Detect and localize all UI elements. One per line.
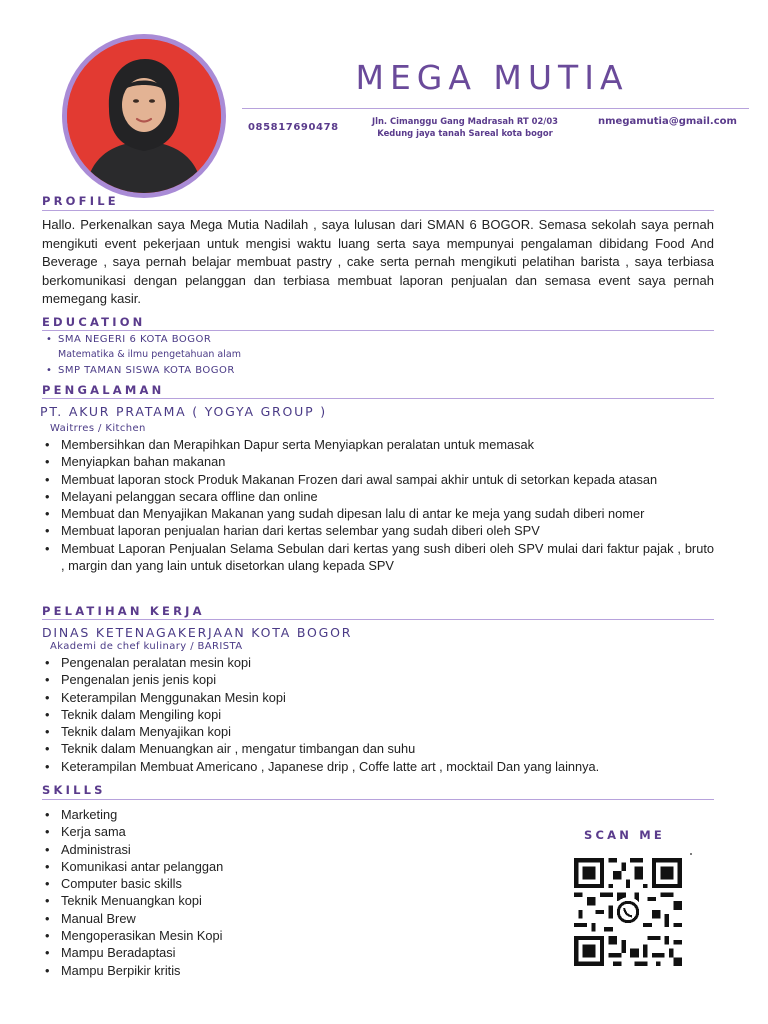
school-major: Matematika & ilmu pengetahuan alam [58, 349, 241, 360]
school-name: SMA NEGERI 6 KOTA BOGOR [58, 334, 212, 345]
training-item [42, 723, 714, 740]
skill-text: Komunikasi antar pelanggan [61, 858, 224, 874]
profile-photo-frame [62, 34, 226, 198]
skill-text: Mampu Beradaptasi [61, 945, 176, 961]
bullet-icon: • [45, 858, 50, 874]
training-text: Pengenalan jenis jenis kopi [61, 672, 217, 688]
bullet-icon: • [45, 758, 50, 774]
education-list [46, 332, 211, 348]
training-text: Keterampilan Membuat Americano , Japanese drip , Coffe latte art , mocktail Dan yang lainnya. [61, 758, 600, 774]
bullet-icon: • [45, 655, 50, 670]
address-line-1: Jln. Cimanggu Gang Madrasah RT 02/03 [371, 116, 559, 126]
duty-item [42, 453, 714, 470]
skills-divider [42, 799, 714, 800]
skill-item [42, 910, 342, 927]
address [354, 115, 576, 139]
skill-item [42, 841, 342, 858]
whatsapp-qr-code[interactable] [572, 858, 684, 966]
training-program: Akademi de chef kulinary / BARISTA [50, 641, 243, 652]
bullet-icon: • [45, 741, 50, 757]
header-divider [242, 108, 749, 109]
training-text: Teknik dalam Menyajikan kopi [61, 724, 231, 740]
profile-divider [42, 210, 714, 211]
skill-text: Mampu Berpikir kritis [61, 962, 181, 978]
duty-text: Melayani pelanggan secara offline dan online [61, 488, 318, 504]
duties-list [42, 436, 714, 574]
skill-item [42, 806, 342, 823]
bullet-icon: • [45, 437, 50, 452]
bullet-icon: • [45, 841, 50, 857]
duty-item [42, 488, 714, 505]
training-heading: PELATIHAN KERJA [42, 604, 205, 618]
bullet-icon: • [45, 540, 50, 556]
training-organizer: DINAS KETENAGAKERJAAN KOTA BOGOR [42, 625, 353, 640]
experience-divider [42, 398, 714, 399]
bullet-icon: • [45, 807, 50, 822]
bullet-icon: • [45, 488, 50, 504]
scan-me-label: SCAN ME [584, 828, 665, 842]
skill-text: Manual Brew [61, 910, 136, 926]
bullet-icon: • [45, 471, 50, 487]
training-text: Keterampilan Menggunakan Mesin kopi [61, 689, 286, 705]
bullet-icon: • [45, 454, 50, 470]
duty-text: Membuat laporan stock Produk Makanan Frozen dari awal sampai akhir untuk di setorkan kepada atasan [61, 471, 658, 487]
profile-photo-image [67, 39, 221, 193]
training-text: Teknik dalam Mengiling kopi [61, 706, 222, 722]
profile-heading: PROFILE [42, 194, 119, 208]
duty-text: Membersihkan dan Merapihkan Dapur serta Menyiapkan peralatan untuk memasak [61, 437, 535, 452]
training-item [42, 689, 714, 706]
bullet-icon: • [45, 962, 50, 978]
skill-text: Teknik Menuangkan kopi [61, 893, 202, 909]
duty-item [42, 505, 714, 522]
training-text: Teknik dalam Menuangkan air , mengatur timbangan dan suhu [61, 741, 416, 757]
training-item [42, 654, 714, 671]
school-name: SMP TAMAN SISWA KOTA BOGOR [58, 365, 235, 376]
skill-item [42, 962, 342, 979]
duty-text: Membuat laporan penjualan harian dari kertas selembar yang sudah diberi oleh SPV [61, 523, 540, 539]
education-item [46, 363, 235, 379]
duty-text: Membuat Laporan Penjualan Selama Sebulan dari kertas yang sush diberi oleh SPV mulai dari faktur pajak , bruto , margin dan yang lain untuk disetorkan ulang kepada SPV [61, 540, 714, 574]
bullet-icon: • [45, 724, 50, 740]
skill-item [42, 944, 342, 961]
skill-text: Administrasi [61, 841, 131, 857]
education-divider [42, 330, 714, 331]
education-list-2 [46, 363, 235, 379]
duty-text: Menyiapkan bahan makanan [61, 454, 226, 470]
skill-item [42, 927, 342, 944]
qr-code-icon [572, 858, 684, 966]
company-name: PT. AKUR PRATAMA ( YOGYA GROUP ) [40, 404, 327, 419]
decorative-dot [690, 853, 692, 855]
bullet-icon: • [45, 893, 50, 909]
skill-item [42, 858, 342, 875]
bullet-icon: • [45, 945, 50, 961]
training-item [42, 758, 714, 775]
address-line-2: Kedung jaya tanah Sareal kota bogor [377, 128, 553, 138]
training-text: Pengenalan peralatan mesin kopi [61, 655, 251, 670]
duty-text: Membuat dan Menyajikan Makanan yang sudah dipesan lalu di antar ke meja yang sudah diberi nomer [61, 506, 645, 522]
bullet-icon: • [45, 523, 50, 539]
skill-text: Kerja sama [61, 824, 126, 840]
skill-text: Marketing [61, 807, 118, 822]
candidate-name: MEGA MUTIA [355, 58, 629, 97]
bullet-icon: • [46, 365, 53, 376]
skills-list [42, 806, 342, 979]
training-item [42, 671, 714, 688]
bullet-icon: • [45, 689, 50, 705]
phone-number: 085817690478 [248, 122, 339, 133]
bullet-icon: • [45, 928, 50, 944]
profile-text: Hallo. Perkenalkan saya Mega Mutia Nadilah , saya lulusan dari SMAN 6 BOGOR. Semasa sekolah saya pernah mengikuti event pekerjaan untuk mengisi waktu luang serta saya mempunyai pengalaman dibidang Food And Beverage , saya pernah belajar membuat pastry , cake serta pernah mengikuti pelatihan barista , saya terbiasa berkomunikasi dengan pelanggan dan terbiasa membuat laporan penjualan dan semasa event saya pernah memegang kasir. [42, 217, 714, 306]
skill-text: Computer basic skills [61, 876, 182, 892]
duty-item [42, 471, 714, 488]
training-divider [42, 619, 714, 620]
experience-heading: PENGALAMAN [42, 383, 165, 397]
skills-heading: SKILLS [42, 783, 106, 797]
bullet-icon: • [45, 824, 50, 840]
training-list [42, 654, 714, 775]
bullet-icon: • [45, 706, 50, 722]
job-role: Waitrres / Kitchen [50, 423, 146, 434]
skill-item [42, 892, 342, 909]
bullet-icon: • [45, 910, 50, 926]
duty-item [42, 522, 714, 539]
skill-text: Mengoperasikan Mesin Kopi [61, 928, 223, 944]
skill-item [42, 875, 342, 892]
education-heading: EDUCATION [42, 315, 146, 329]
bullet-icon: • [45, 506, 50, 522]
education-item [46, 332, 211, 348]
training-item [42, 706, 714, 723]
bullet-icon: • [45, 876, 50, 892]
duty-item [42, 540, 714, 575]
email-address: nmegamutia@gmail.com [598, 116, 737, 127]
skill-item [42, 823, 342, 840]
bullet-icon: • [46, 334, 53, 345]
training-item [42, 740, 714, 757]
bullet-icon: • [45, 672, 50, 688]
duty-item [42, 436, 714, 453]
profile-photo [67, 39, 221, 193]
